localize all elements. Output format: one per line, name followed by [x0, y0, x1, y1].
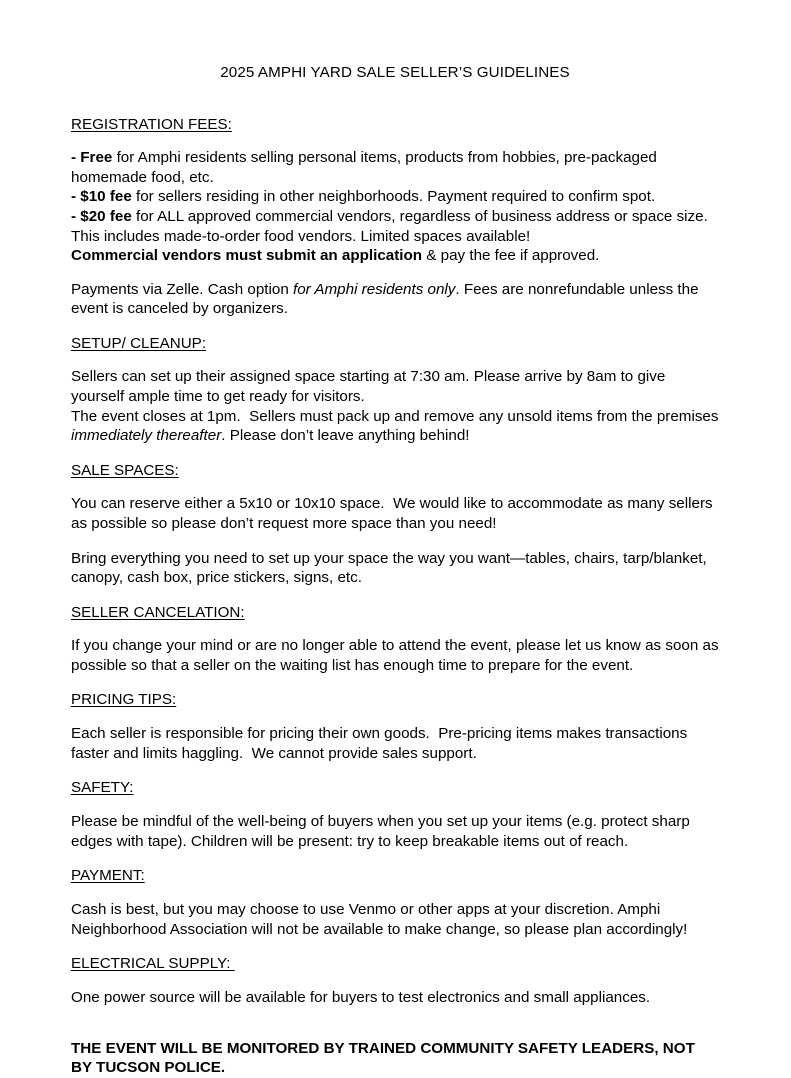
spacer	[71, 710, 719, 724]
fee-free-text: for Amphi residents selling personal items, products from hobbies, pre-packaged homemade food, etc.	[71, 149, 662, 186]
fee-10-label: - $10 fee	[71, 188, 132, 206]
section-heading-sale-spaces: SALE SPACES:	[71, 461, 179, 479]
spacer	[71, 798, 719, 812]
setup-paragraph-2	[71, 407, 723, 446]
spacer	[71, 534, 719, 549]
spacer	[71, 134, 719, 148]
payment-paragraph-1: Cash is best, but you may choose to use Venmo or other apps at your discretion. Amphi Neighborhood Association will not be available to make change, so please plan accordingly!	[71, 901, 688, 938]
spacer	[71, 446, 719, 462]
cancelation-paragraph-1: If you change your mind or are no longer able to attend the event, please let us know as soon as possible so that a seller on the waiting list has enough time to prepare for the event.	[71, 637, 723, 674]
section-heading-setup-cleanup: SETUP/ CLEANUP:	[71, 334, 207, 352]
document-body	[71, 64, 723, 1078]
spacer	[71, 1008, 719, 1039]
spacer	[71, 974, 719, 988]
sale-spaces-paragraph-1: You can reserve either a 5x10 or 10x10 space. We would like to accommodate as many sellers as possible so please don’t request more space than you need!	[71, 495, 717, 532]
page-title: 2025 AMPHI YARD SALE SELLER’S GUIDELINES	[220, 64, 570, 81]
section-heading-pricing-tips: PRICING TIPS:	[71, 691, 177, 709]
spacer	[71, 939, 719, 955]
safety-paragraph-1: Please be mindful of the well-being of buyers when you set up your items (e.g. protect sharp edges with tape). Children will be present: try to keep breakable items out of reach.	[71, 813, 695, 850]
spacer	[71, 622, 719, 636]
section-heading-safety: SAFETY:	[71, 779, 134, 797]
spacer	[71, 588, 719, 604]
fee-20-label: - $20 fee	[71, 207, 132, 225]
commercial-application-rest: & pay the fee if approved.	[422, 247, 600, 265]
setup-paragraph-1: Sellers can set up their assigned space starting at 7:30 am. Please arrive by 8am to give yourself ample time to get ready for visitors.	[71, 368, 670, 406]
fee-10-text: for sellers residing in other neighborhoods. Payment required to confirm spot.	[131, 188, 656, 206]
sale-spaces-paragraph-2: Bring everything you need to set up your space the way you want—tables, chairs, tarp/blanket, canopy, cash box, price stickers, signs, etc.	[71, 549, 711, 587]
spacer	[71, 83, 719, 116]
section-heading-electrical-supply: ELECTRICAL SUPPLY:	[71, 955, 235, 973]
spacer	[71, 266, 719, 280]
spacer	[71, 353, 719, 367]
electrical-paragraph-1: One power source will be available for buyers to test electronics and small appliances.	[71, 989, 651, 1007]
spacer	[71, 480, 719, 494]
payments-note-post: . Fees are nonrefundable unless the event is canceled by organizers.	[71, 280, 703, 318]
registration-fee-list	[71, 148, 719, 265]
spacer	[71, 763, 719, 779]
section-heading-payment: PAYMENT:	[71, 867, 145, 885]
spacer	[71, 851, 719, 867]
payments-note-pre: Payments via Zelle. Cash option	[71, 280, 294, 298]
payments-note-italic: for Amphi residents only	[293, 280, 456, 298]
commercial-application-notice: Commercial vendors must submit an application	[71, 247, 423, 265]
spacer	[71, 319, 719, 335]
spacer	[71, 886, 719, 900]
spacer	[71, 675, 719, 691]
fee-20-text: for ALL approved commercial vendors, regardless of business address or space size. This includes made-to-order food vendors. Limited spaces available!	[71, 207, 712, 245]
fee-free-label: - Free	[71, 149, 113, 167]
section-heading-seller-cancelation: SELLER CANCELATION:	[71, 603, 245, 621]
pricing-paragraph-1: Each seller is responsible for pricing their own goods. Pre-pricing items makes transactions faster and limits haggling. We cannot provide sales support.	[71, 725, 692, 762]
section-heading-registration-fees: REGISTRATION FEES:	[71, 115, 232, 133]
closing-notice: THE EVENT WILL BE MONITORED BY TRAINED COMMUNITY SAFETY LEADERS, NOT BY TUCSON POLICE.	[71, 1039, 700, 1077]
payments-note	[71, 280, 719, 319]
setup-paragraph-2-italic: immediately thereafter	[71, 427, 222, 445]
setup-paragraph-2-pre: The event closes at 1pm. Sellers must pack up and remove any unsold items from the premises	[71, 407, 723, 425]
setup-paragraph-2-post: . Please don’t leave anything behind!	[221, 427, 470, 445]
